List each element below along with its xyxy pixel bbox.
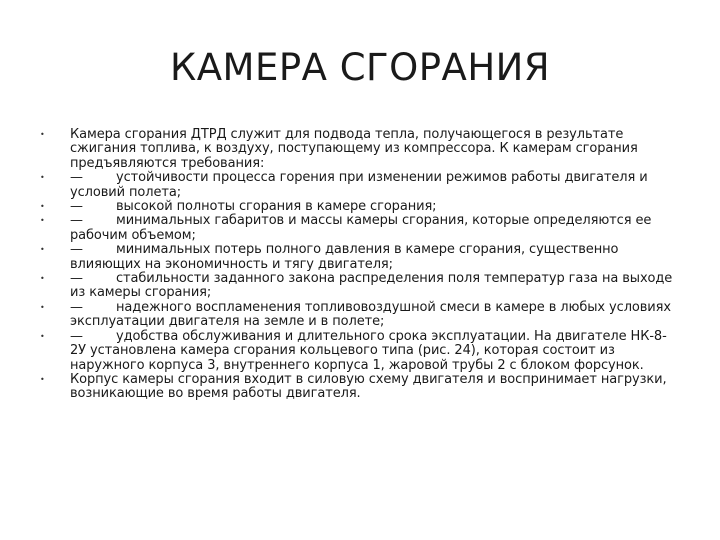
- bullet-dot-icon: •: [40, 274, 45, 284]
- bullet-body: устойчивости процесса горения при изменении режимов работы двигателя и условий полета;: [70, 170, 652, 200]
- bullet-text: [70, 373, 680, 402]
- bullet-dot-icon: •: [40, 245, 45, 255]
- bullet-dash: —: [70, 328, 83, 344]
- bullet-body: Корпус камеры сгорания входит в силовую схему двигателя и воспринимает нагрузки, возникающие во время работы двигателя.: [70, 371, 671, 402]
- bullet-dash: —: [70, 242, 83, 258]
- bullet-dash: —: [70, 299, 83, 315]
- bullet-item: [40, 373, 680, 402]
- bullet-body: удобства обслуживания и длительного срока эксплуатации. На двигателе НК-8- 2У установлена камера сгорания кольцевого типа (рис. 24), которая состоит из наружного корпуса 3, внутреннего корпуса 1, жаровой трубы 2 с блоком форсунок.: [70, 328, 671, 373]
- bullet-dash: —: [70, 213, 83, 229]
- bullet-body: минимальных габаритов и массы камеры сгорания, которые определяются ее рабочим объемом;: [70, 213, 656, 243]
- bullet-item: [40, 330, 680, 373]
- bullet-dot-icon: •: [40, 374, 45, 384]
- bullet-dot-icon: •: [40, 130, 45, 139]
- bullet-body: высокой полноты сгорания в камере сгорания;: [116, 199, 437, 215]
- bullet-list: [40, 128, 680, 402]
- bullet-item: [40, 272, 680, 301]
- bullet-body: Камера сгорания ДТРД служит для подвода тепла, получающегося в результате сжигания топлива, к воздуху, поступающему из компрессора. К камерам сгорания предъявляются требования:: [70, 127, 642, 171]
- bullet-item: [40, 214, 680, 243]
- bullet-text: [70, 171, 680, 200]
- bullet-dash: —: [70, 271, 83, 287]
- bullet-item: [40, 243, 680, 272]
- bullet-body: минимальных потерь полного давления в камере сгорания, существенно влияющих на экономичность и тягу двигателя;: [70, 242, 623, 272]
- bullet-text: [70, 128, 680, 171]
- bullet-dot-icon: •: [40, 331, 45, 341]
- bullet-dot-icon: •: [40, 202, 45, 212]
- bullet-item: [40, 171, 680, 200]
- slide-title: КАМЕРА СГОРАНИЯ: [169, 46, 551, 89]
- bullet-dot-icon: •: [40, 302, 45, 312]
- bullet-item: [40, 301, 680, 330]
- bullet-text: [70, 200, 680, 214]
- bullet-dash: —: [70, 199, 83, 215]
- bullet-body: надежного воспламенения топливовоздушной смеси в камере в любых условиях эксплуатации двигателя на земле и в полете;: [70, 299, 676, 330]
- bullet-body: стабильности заданного закона распределения поля температур газа на выходе из камеры сгорания;: [70, 271, 677, 301]
- bullet-dot-icon: •: [40, 216, 45, 226]
- bullet-text: [70, 243, 680, 272]
- bullet-text: [70, 330, 680, 373]
- bullet-dot-icon: •: [40, 173, 45, 183]
- bullet-item: [40, 200, 680, 214]
- bullet-text: [70, 301, 680, 330]
- bullet-item: [40, 128, 680, 171]
- bullet-text: [70, 272, 680, 301]
- bullet-text: [70, 214, 680, 243]
- bullet-dash: —: [70, 170, 83, 186]
